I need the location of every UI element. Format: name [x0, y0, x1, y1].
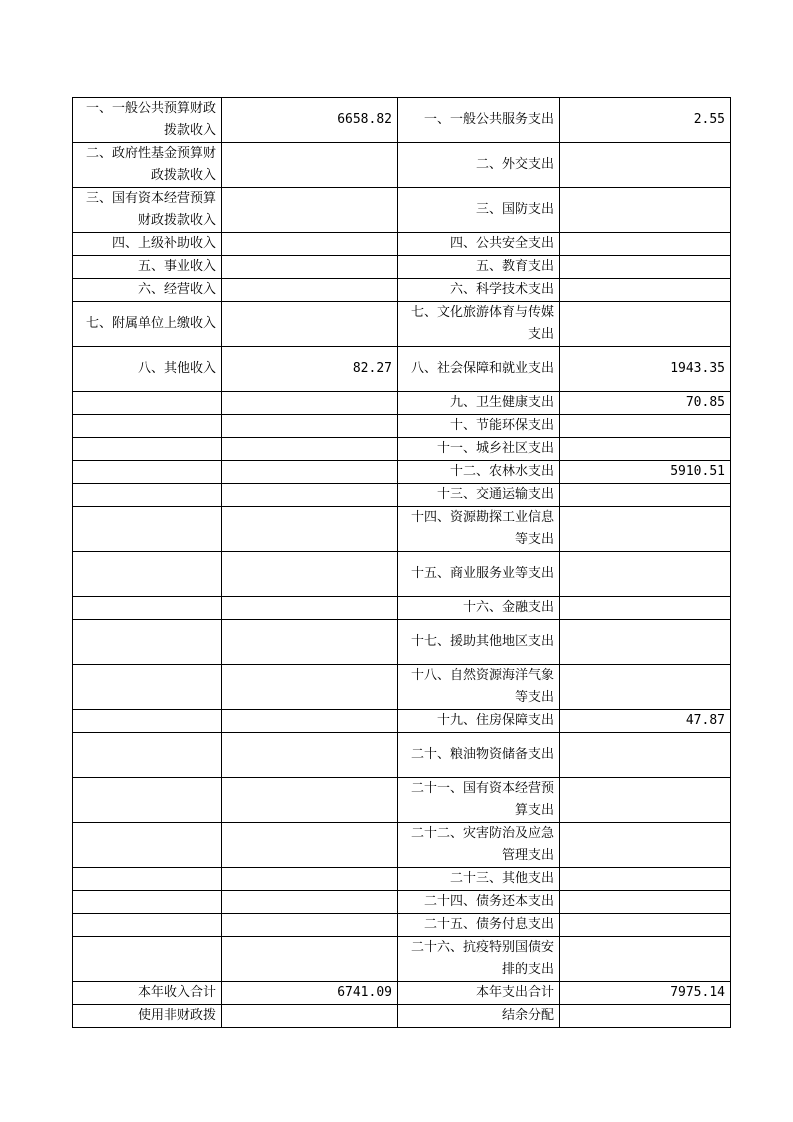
table-row: [73, 733, 731, 778]
expense-item-cell: 十七、援助其他地区支出: [398, 620, 560, 665]
expense-amount-cell: [560, 484, 731, 507]
income-item-cell: 本年收入合计: [73, 982, 222, 1005]
income-amount-cell: [222, 733, 398, 778]
expense-amount-cell: [560, 620, 731, 665]
income-amount-cell: [222, 778, 398, 823]
income-item-cell: 六、经营收入: [73, 279, 222, 302]
expense-amount-cell: [560, 823, 731, 868]
table-row: [73, 778, 731, 823]
expense-amount-cell: 1943.35: [560, 347, 731, 392]
expense-item-cell: 二十四、债务还本支出: [398, 891, 560, 914]
table-row: [73, 279, 731, 302]
expense-amount-cell: 2.55: [560, 98, 731, 143]
income-item-cell: 二、政府性基金预算财政拨款收入: [73, 143, 222, 188]
table-row: [73, 188, 731, 233]
income-item-cell: [73, 823, 222, 868]
expense-amount-cell: 47.87: [560, 710, 731, 733]
income-amount-cell: [222, 620, 398, 665]
expense-item-cell: 十五、商业服务业等支出: [398, 552, 560, 597]
income-amount-cell: [222, 507, 398, 552]
income-amount-cell: [222, 937, 398, 982]
income-amount-cell: [222, 823, 398, 868]
budget-table-body: [73, 98, 731, 1028]
budget-table: [72, 97, 731, 1028]
income-item-cell: [73, 710, 222, 733]
expense-amount-cell: [560, 279, 731, 302]
income-amount-cell: [222, 233, 398, 256]
income-item-cell: [73, 415, 222, 438]
expense-item-cell: 二十二、灾害防治及应急管理支出: [398, 823, 560, 868]
income-amount-cell: [222, 438, 398, 461]
expense-item-cell: 十六、金融支出: [398, 597, 560, 620]
expense-amount-cell: [560, 914, 731, 937]
income-item-cell: 八、其他收入: [73, 347, 222, 392]
income-item-cell: 五、事业收入: [73, 256, 222, 279]
income-amount-cell: [222, 279, 398, 302]
expense-item-cell: 五、教育支出: [398, 256, 560, 279]
expense-amount-cell: [560, 552, 731, 597]
table-row: [73, 438, 731, 461]
expense-item-cell: 六、科学技术支出: [398, 279, 560, 302]
expense-item-cell: 二十一、国有资本经营预算支出: [398, 778, 560, 823]
expense-amount-cell: 7975.14: [560, 982, 731, 1005]
income-item-cell: [73, 891, 222, 914]
income-amount-cell: [222, 891, 398, 914]
expense-amount-cell: [560, 143, 731, 188]
expense-amount-cell: [560, 256, 731, 279]
table-row: [73, 256, 731, 279]
table-row: [73, 461, 731, 484]
income-amount-cell: 82.27: [222, 347, 398, 392]
table-row: [73, 1005, 731, 1028]
table-row: [73, 868, 731, 891]
expense-amount-cell: [560, 597, 731, 620]
table-row: [73, 982, 731, 1005]
expense-item-cell: 十九、住房保障支出: [398, 710, 560, 733]
income-item-cell: [73, 665, 222, 710]
expense-item-cell: 十一、城乡社区支出: [398, 438, 560, 461]
income-item-cell: [73, 597, 222, 620]
income-amount-cell: [222, 665, 398, 710]
expense-amount-cell: [560, 415, 731, 438]
income-item-cell: 三、国有资本经营预算财政拨款收入: [73, 188, 222, 233]
table-row: [73, 597, 731, 620]
income-item-cell: [73, 484, 222, 507]
income-amount-cell: [222, 484, 398, 507]
table-row: [73, 98, 731, 143]
expense-item-cell: 二十五、债务付息支出: [398, 914, 560, 937]
expense-item-cell: 结余分配: [398, 1005, 560, 1028]
expense-item-cell: 七、文化旅游体育与传媒支出: [398, 302, 560, 347]
income-item-cell: [73, 461, 222, 484]
expense-item-cell: 二十、粮油物资储备支出: [398, 733, 560, 778]
income-amount-cell: [222, 552, 398, 597]
expense-item-cell: 本年支出合计: [398, 982, 560, 1005]
income-item-cell: 使用非财政拨: [73, 1005, 222, 1028]
expense-amount-cell: [560, 733, 731, 778]
table-row: [73, 415, 731, 438]
expense-amount-cell: [560, 438, 731, 461]
income-amount-cell: [222, 143, 398, 188]
expense-item-cell: 八、社会保障和就业支出: [398, 347, 560, 392]
table-row: [73, 823, 731, 868]
income-item-cell: [73, 438, 222, 461]
income-item-cell: [73, 914, 222, 937]
income-amount-cell: 6658.82: [222, 98, 398, 143]
expense-item-cell: 十四、资源勘探工业信息等支出: [398, 507, 560, 552]
table-row: [73, 484, 731, 507]
expense-amount-cell: [560, 665, 731, 710]
expense-item-cell: 二、外交支出: [398, 143, 560, 188]
income-item-cell: [73, 778, 222, 823]
income-item-cell: [73, 552, 222, 597]
expense-item-cell: 二十三、其他支出: [398, 868, 560, 891]
income-item-cell: [73, 937, 222, 982]
expense-amount-cell: 70.85: [560, 392, 731, 415]
expense-amount-cell: [560, 507, 731, 552]
table-row: [73, 143, 731, 188]
income-item-cell: [73, 507, 222, 552]
income-item-cell: [73, 733, 222, 778]
income-amount-cell: [222, 597, 398, 620]
expense-amount-cell: [560, 188, 731, 233]
table-row: [73, 620, 731, 665]
expense-item-cell: 十二、农林水支出: [398, 461, 560, 484]
table-row: [73, 914, 731, 937]
income-item-cell: [73, 620, 222, 665]
table-row: [73, 552, 731, 597]
table-row: [73, 665, 731, 710]
income-amount-cell: [222, 461, 398, 484]
expense-item-cell: 十八、自然资源海洋气象等支出: [398, 665, 560, 710]
table-row: [73, 710, 731, 733]
income-amount-cell: [222, 415, 398, 438]
table-row: [73, 891, 731, 914]
income-amount-cell: [222, 914, 398, 937]
income-item-cell: 一、一般公共预算财政拨款收入: [73, 98, 222, 143]
income-amount-cell: [222, 188, 398, 233]
expense-item-cell: 二十六、抗疫特别国债安排的支出: [398, 937, 560, 982]
table-row: [73, 347, 731, 392]
table-row: [73, 507, 731, 552]
income-amount-cell: [222, 302, 398, 347]
income-amount-cell: [222, 392, 398, 415]
income-amount-cell: [222, 710, 398, 733]
income-amount-cell: [222, 256, 398, 279]
table-row: [73, 302, 731, 347]
income-amount-cell: 6741.09: [222, 982, 398, 1005]
income-item-cell: 四、上级补助收入: [73, 233, 222, 256]
expense-amount-cell: [560, 233, 731, 256]
income-amount-cell: [222, 868, 398, 891]
expense-amount-cell: [560, 868, 731, 891]
expense-amount-cell: [560, 937, 731, 982]
expense-amount-cell: [560, 891, 731, 914]
expense-item-cell: 十三、交通运输支出: [398, 484, 560, 507]
expense-amount-cell: 5910.51: [560, 461, 731, 484]
income-item-cell: [73, 868, 222, 891]
expense-item-cell: 一、一般公共服务支出: [398, 98, 560, 143]
expense-amount-cell: [560, 302, 731, 347]
income-amount-cell: [222, 1005, 398, 1028]
table-row: [73, 937, 731, 982]
income-item-cell: 七、附属单位上缴收入: [73, 302, 222, 347]
expense-amount-cell: [560, 1005, 731, 1028]
expense-item-cell: 十、节能环保支出: [398, 415, 560, 438]
expense-item-cell: 九、卫生健康支出: [398, 392, 560, 415]
table-row: [73, 233, 731, 256]
expense-item-cell: 四、公共安全支出: [398, 233, 560, 256]
expense-amount-cell: [560, 778, 731, 823]
income-item-cell: [73, 392, 222, 415]
table-row: [73, 392, 731, 415]
expense-item-cell: 三、国防支出: [398, 188, 560, 233]
